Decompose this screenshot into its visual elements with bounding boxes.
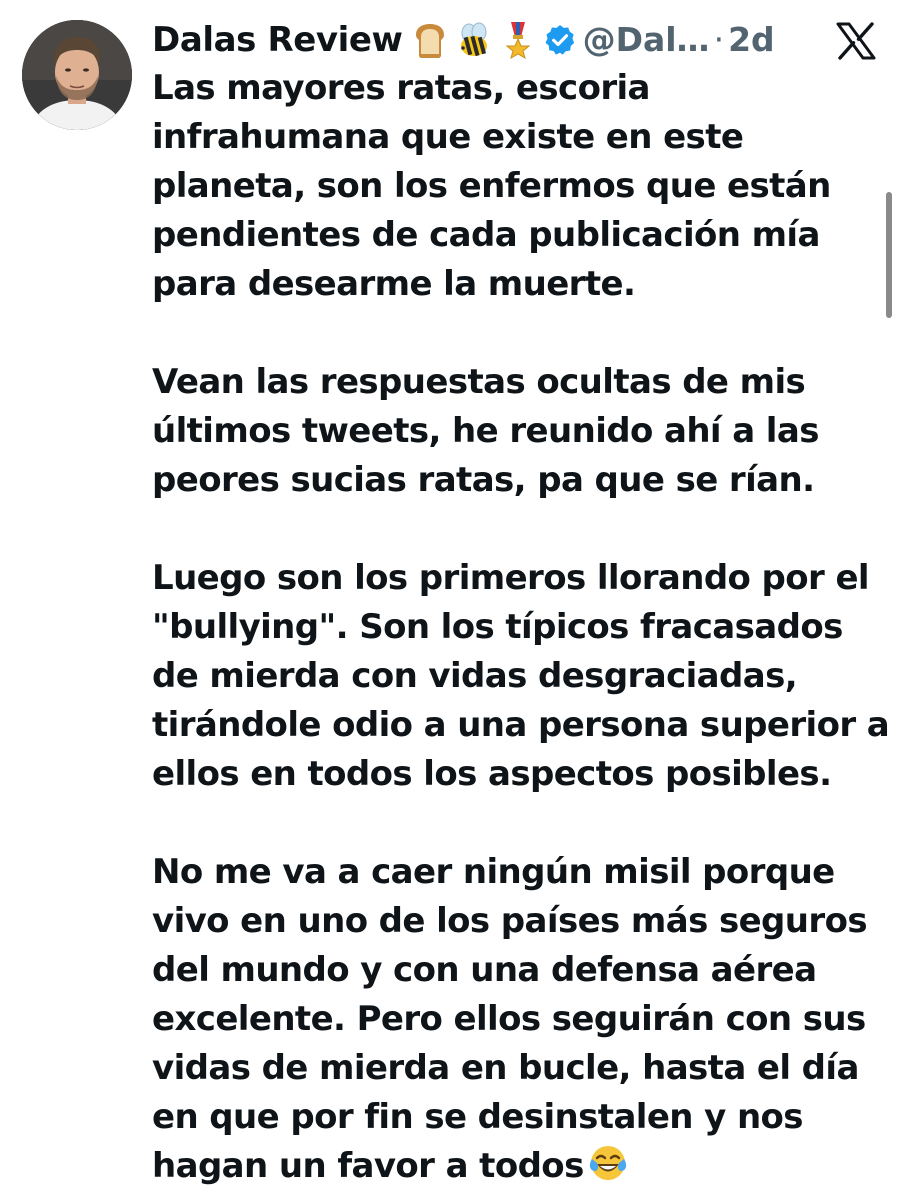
text-line: "bullying". Son los típicos fracasados — [152, 607, 843, 647]
text-line: vidas de mierda en bucle, hasta el día — [152, 1048, 859, 1088]
text-line-last-text: hagan un favor a todos — [152, 1146, 584, 1186]
author-handle[interactable]: @Dal… — [582, 20, 710, 59]
verified-badge-icon — [543, 23, 577, 57]
x-logo-icon[interactable] — [836, 22, 876, 60]
tweet-header — [152, 14, 775, 66]
text-line: Luego son los primeros llorando por el — [152, 558, 869, 598]
separator-dot: · — [713, 20, 725, 59]
text-line: ellos en todos los aspectos posibles. — [152, 754, 832, 794]
text-line: No me va a caer ningún misil porque — [152, 852, 835, 892]
tweet-paragraph — [152, 64, 880, 309]
text-line-last — [152, 1142, 880, 1191]
bee-emoji-icon — [457, 21, 491, 59]
text-line: peores sucias ratas, pa que se rían. — [152, 460, 815, 500]
text-line: en que por fin se desinstalen y nos — [152, 1097, 803, 1137]
tweet-paragraph — [152, 358, 880, 505]
author-display-name[interactable]: Dalas Review — [152, 20, 403, 60]
text-line: últimos tweets, he reunido ahí a las — [152, 411, 819, 451]
tweet-body — [152, 64, 890, 1191]
text-line: Las mayores ratas, escoria — [152, 68, 650, 108]
tears-of-joy-emoji-icon — [588, 1143, 628, 1183]
medal-emoji-icon — [501, 21, 535, 59]
text-line: infrahumana que existe en este — [152, 117, 744, 157]
text-line: Vean las respuestas ocultas de mis — [152, 362, 806, 402]
tweet-paragraph — [152, 848, 880, 1191]
text-line: vivo en uno de los países más seguros — [152, 901, 867, 941]
text-line: del mundo y con una defensa aérea — [152, 950, 817, 990]
text-line: pendientes de cada publicación mía — [152, 215, 820, 255]
text-line: para desearme la muerte. — [152, 264, 636, 304]
tweet-timestamp[interactable]: 2d — [728, 20, 775, 59]
scrollbar[interactable] — [886, 192, 892, 318]
avatar[interactable] — [22, 20, 132, 130]
text-line: de mierda con vidas desgraciadas, — [152, 656, 798, 696]
text-line: planeta, son los enfermos que están — [152, 166, 831, 206]
text-line: tirándole odio a una persona superior a — [152, 705, 890, 745]
tweet-paragraph — [152, 554, 890, 799]
bread-emoji-icon — [413, 21, 447, 59]
text-line: excelente. Pero ellos seguirán con sus — [152, 999, 866, 1039]
